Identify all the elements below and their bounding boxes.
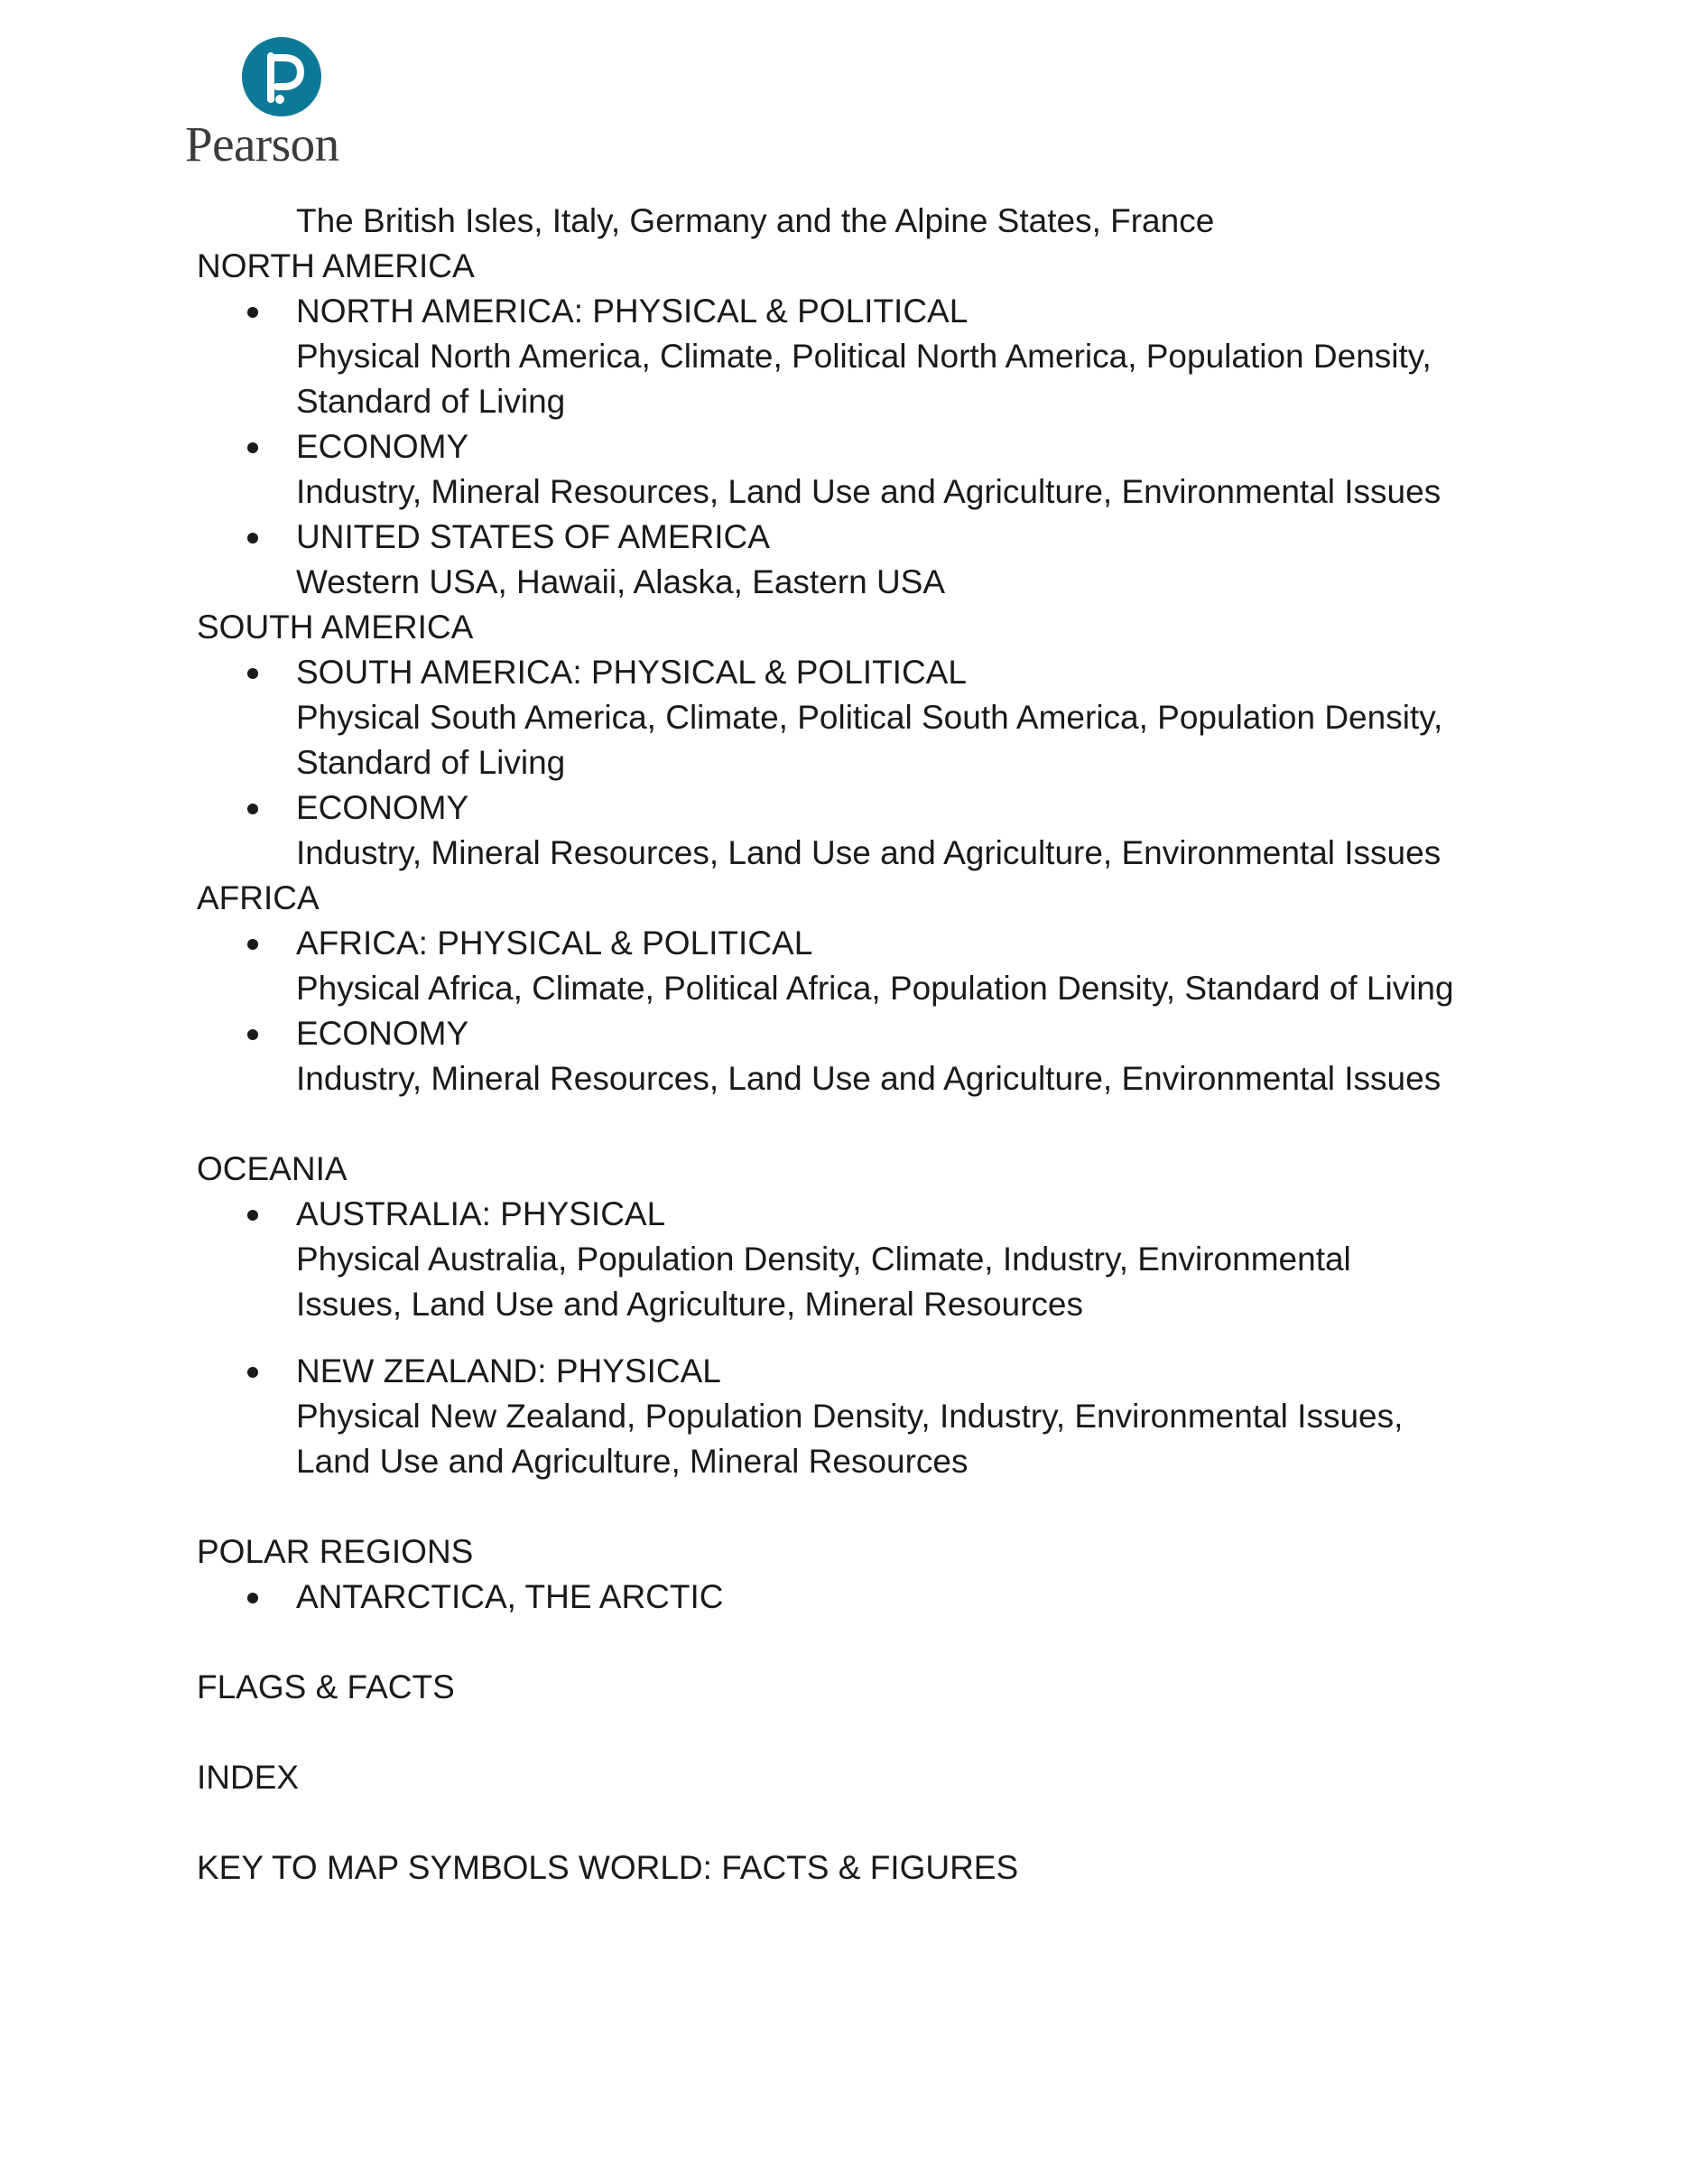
section-heading: FLAGS & FACTS: [197, 1668, 455, 1705]
item-details: Standard of Living: [296, 744, 566, 781]
item-title: ECONOMY: [296, 1015, 469, 1052]
item-details: Industry, Mineral Resources, Land Use and Agriculture, Environmental Issues: [296, 834, 1441, 871]
item-title: NEW ZEALAND: PHYSICAL: [296, 1352, 721, 1389]
item-details: Industry, Mineral Resources, Land Use and Agriculture, Environmental Issues: [296, 1060, 1441, 1097]
bullet-icon: [247, 307, 258, 318]
section-list: [197, 1192, 1533, 1484]
list-item: [197, 650, 1533, 785]
item-details: Physical Australia, Population Density, Climate, Industry, Environmental: [296, 1241, 1351, 1278]
list-item: [197, 1192, 1533, 1327]
section-heading: KEY TO MAP SYMBOLS WORLD: FACTS & FIGURES: [197, 1849, 1019, 1886]
item-details: Physical South America, Climate, Political South America, Population Density,: [296, 699, 1443, 736]
section-polar-regions: [197, 1529, 1533, 1620]
pearson-wordmark: Pearson: [185, 116, 339, 172]
bullet-icon: [247, 1029, 258, 1040]
list-item: [197, 424, 1533, 515]
item-details: Land Use and Agriculture, Mineral Resources: [296, 1443, 969, 1480]
item-title: AUSTRALIA: PHYSICAL: [296, 1195, 666, 1232]
bullet-icon: [247, 1210, 258, 1221]
section-heading: SOUTH AMERICA: [197, 609, 474, 646]
section-list: [197, 289, 1533, 605]
bullet-icon: [247, 533, 258, 544]
item-title: ECONOMY: [296, 789, 469, 826]
section-heading: AFRICA: [197, 879, 320, 916]
item-title: SOUTH AMERICA: PHYSICAL & POLITICAL: [296, 654, 967, 691]
item-details: Issues, Land Use and Agriculture, Mineral Resources: [296, 1286, 1083, 1323]
item-details: Physical North America, Climate, Political North America, Population Density,: [296, 338, 1432, 375]
section-list: [197, 1575, 1533, 1620]
section-list: [197, 921, 1533, 1101]
bullet-icon: [247, 939, 258, 950]
section-key-to-map: [197, 1845, 1533, 1891]
item-title: ANTARCTICA, THE ARCTIC: [296, 1578, 724, 1615]
section-africa: [197, 876, 1533, 1101]
section-heading: POLAR REGIONS: [197, 1533, 474, 1570]
list-item: [197, 785, 1533, 876]
bullet-icon: [247, 804, 258, 814]
item-title: AFRICA: PHYSICAL & POLITICAL: [296, 925, 813, 962]
bullet-icon: [247, 668, 258, 679]
item-details: Industry, Mineral Resources, Land Use and Agriculture, Environmental Issues: [296, 473, 1441, 510]
section-south-america: [197, 605, 1533, 876]
list-item: [197, 289, 1533, 424]
item-details: Physical New Zealand, Population Density, Industry, Environmental Issues,: [296, 1398, 1404, 1435]
table-of-contents: [197, 199, 1533, 1891]
section-index: [197, 1755, 1533, 1800]
section-heading: OCEANIA: [197, 1150, 348, 1187]
list-item: [197, 1011, 1533, 1101]
item-title: NORTH AMERICA: PHYSICAL & POLITICAL: [296, 293, 969, 330]
section-oceania: [197, 1147, 1533, 1484]
section-list: [197, 650, 1533, 876]
list-item: [197, 515, 1533, 605]
item-title: ECONOMY: [296, 428, 469, 465]
bullet-icon: [247, 1367, 258, 1378]
list-item: [197, 1575, 1533, 1620]
pearson-logo-icon: [241, 36, 322, 117]
section-heading: NORTH AMERICA: [197, 247, 475, 284]
item-details: Western USA, Hawaii, Alaska, Eastern USA: [296, 563, 946, 600]
section-heading: INDEX: [197, 1759, 300, 1796]
section-flags-facts: [197, 1665, 1533, 1710]
item-details: Physical Africa, Climate, Political Africa, Population Density, Standard of Living: [296, 970, 1454, 1007]
bullet-icon: [247, 442, 258, 453]
list-item: [197, 921, 1533, 1011]
section-north-america: [197, 244, 1533, 605]
bullet-icon: [247, 1593, 258, 1603]
item-title: UNITED STATES OF AMERICA: [296, 518, 770, 555]
list-item: [197, 1349, 1533, 1484]
intro-line: The British Isles, Italy, Germany and the Alpine States, France: [296, 202, 1215, 239]
pearson-logo: [185, 34, 379, 170]
item-details: Standard of Living: [296, 383, 566, 420]
